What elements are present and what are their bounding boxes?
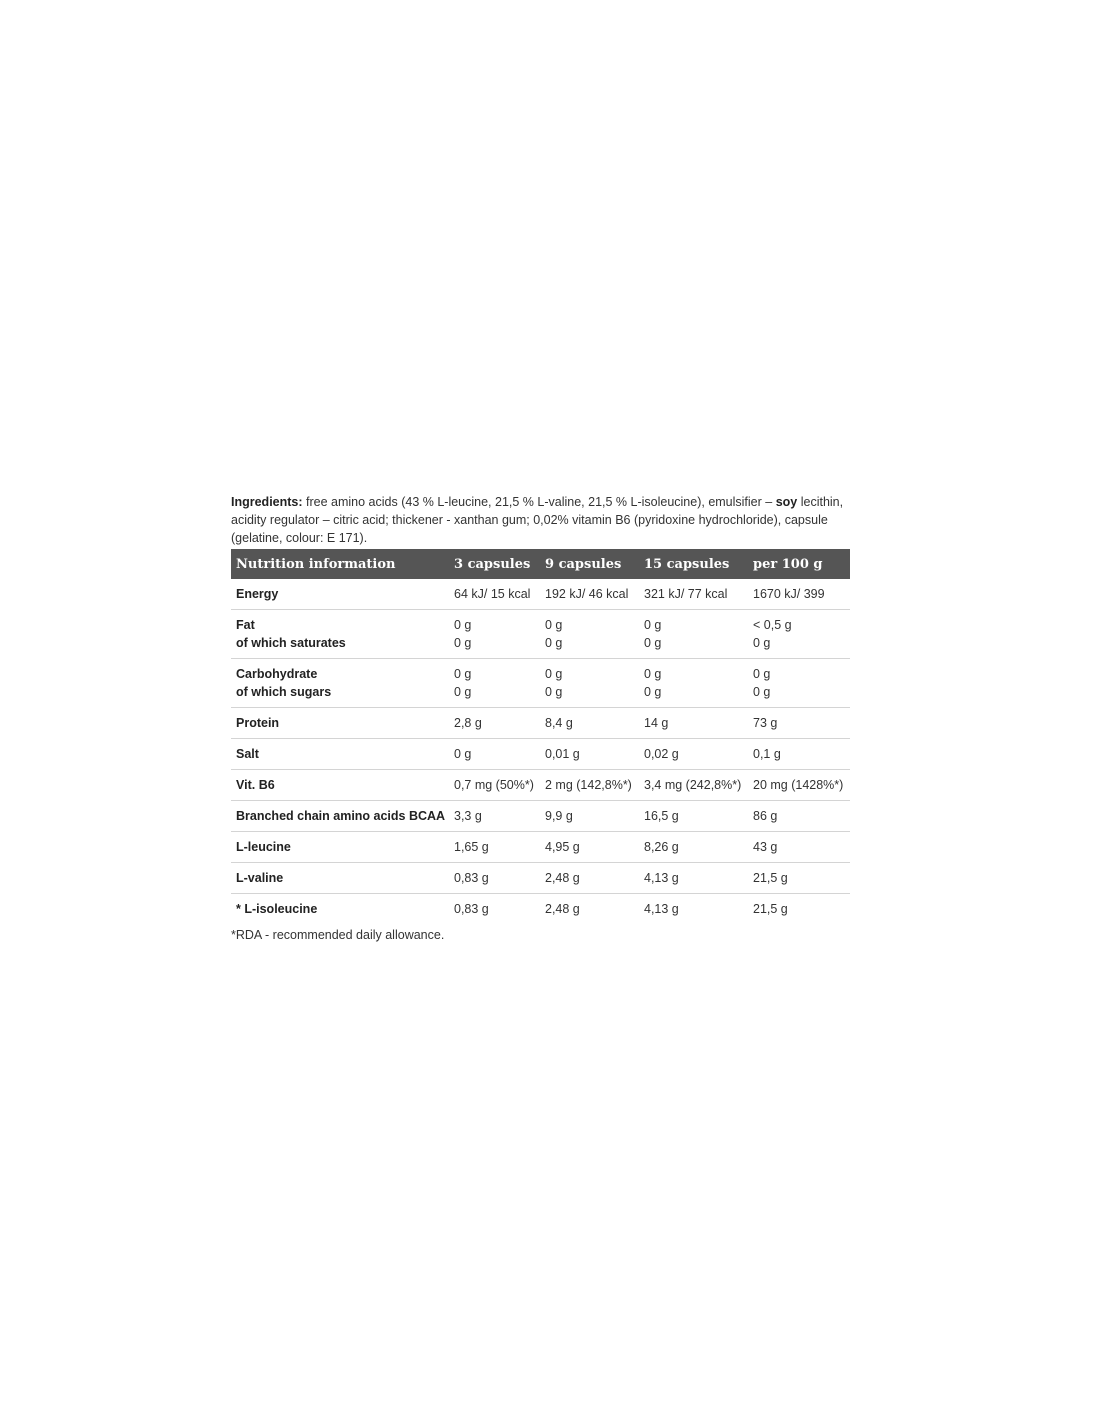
- nutrient-value: 43 g: [753, 840, 778, 854]
- nutrient-value: 8,26 g: [644, 840, 679, 854]
- value-cell: [748, 579, 850, 610]
- nutrient-name: Protein: [236, 716, 280, 730]
- nutrient-value: 2 mg (142,8%*): [545, 778, 632, 792]
- value-cell: [639, 610, 748, 659]
- value-cell: [449, 894, 540, 925]
- value-cell: [449, 610, 540, 659]
- header-9-capsules: 9 capsules: [540, 549, 639, 579]
- nutrient-name: of which sugars: [236, 685, 332, 699]
- nutrient-name: Carbohydrate: [236, 667, 318, 681]
- value-cell: [540, 832, 639, 863]
- value-cell: [449, 739, 540, 770]
- nutrient-value: 0 g: [454, 747, 472, 761]
- nutrient-value: 2,8 g: [454, 716, 482, 730]
- nutrient-value: 3,3 g: [454, 809, 482, 823]
- table-row: [231, 659, 850, 708]
- value-cell: [639, 832, 748, 863]
- value-cell: [639, 801, 748, 832]
- value-cell: [540, 801, 639, 832]
- nutrient-value: 21,5 g: [753, 871, 788, 885]
- nutrient-name-cell: [231, 894, 449, 925]
- nutrient-value: 0 g: [454, 636, 472, 650]
- nutrient-name: L-valine: [236, 871, 284, 885]
- nutrient-value: 3,4 mg (242,8%*): [644, 778, 742, 792]
- ingredients-paragraph: [231, 493, 871, 547]
- value-cell: [540, 708, 639, 739]
- nutrient-value: 0,83 g: [454, 902, 489, 916]
- table-row: [231, 739, 850, 770]
- value-cell: [540, 739, 639, 770]
- nutrient-value: 0 g: [454, 667, 472, 681]
- nutrient-value: 0 g: [644, 685, 662, 699]
- nutrient-value: 0 g: [753, 667, 771, 681]
- nutrient-name: L-leucine: [236, 840, 291, 854]
- nutrient-name: Branched chain amino acids BCAA: [236, 809, 446, 823]
- ingredients-text-2: lecithin, acidity regulator – citric acid; thickener - xanthan gum; 0,02% vitamin B6 (pyridoxine hydrochloride), capsule (gelatine, colour: E 171).: [231, 495, 844, 545]
- nutrient-value: 64 kJ/ 15 kcal: [454, 587, 531, 601]
- nutrient-name-cell: [231, 708, 449, 739]
- nutrient-value: 9,9 g: [545, 809, 573, 823]
- value-cell: [540, 610, 639, 659]
- table-row: [231, 610, 850, 659]
- nutrient-value: 0,7 mg (50%*): [454, 778, 534, 792]
- ingredients-allergen: soy: [775, 495, 798, 509]
- nutrient-name-cell: [231, 659, 449, 708]
- nutrient-value: 4,13 g: [644, 871, 679, 885]
- nutrient-value: 0 g: [545, 618, 563, 632]
- value-cell: [449, 708, 540, 739]
- nutrient-value: 14 g: [644, 716, 669, 730]
- nutrient-value: 1,65 g: [454, 840, 489, 854]
- nutrient-value: 0 g: [644, 667, 662, 681]
- nutrient-name-cell: [231, 832, 449, 863]
- value-cell: [748, 894, 850, 925]
- nutrient-value: 16,5 g: [644, 809, 679, 823]
- nutrient-name: * L-isoleucine: [236, 902, 318, 916]
- nutrient-value: 321 kJ/ 77 kcal: [644, 587, 728, 601]
- value-cell: [748, 659, 850, 708]
- table-body: [231, 579, 850, 924]
- nutrient-value: 0 g: [545, 636, 563, 650]
- nutrient-value: 0,83 g: [454, 871, 489, 885]
- value-cell: [639, 739, 748, 770]
- nutrient-name-cell: [231, 610, 449, 659]
- table-row: [231, 832, 850, 863]
- nutrient-value: 0,02 g: [644, 747, 679, 761]
- value-cell: [540, 894, 639, 925]
- nutrient-value: 20 mg (1428%*): [753, 778, 844, 792]
- value-cell: [540, 579, 639, 610]
- value-cell: [449, 770, 540, 801]
- nutrient-value: 2,48 g: [545, 902, 580, 916]
- table-row: [231, 770, 850, 801]
- nutrient-name-cell: [231, 863, 449, 894]
- nutrient-value: 0 g: [644, 618, 662, 632]
- table-row: [231, 708, 850, 739]
- nutrient-name: of which saturates: [236, 636, 346, 650]
- value-cell: [748, 708, 850, 739]
- header-nutrition-information: Nutrition information: [231, 549, 449, 579]
- header-per-100g: per 100 g: [748, 549, 850, 579]
- table-row: [231, 894, 850, 925]
- nutrient-value: 0 g: [644, 636, 662, 650]
- value-cell: [639, 579, 748, 610]
- nutrition-table: [231, 549, 850, 924]
- nutrient-value: 1670 kJ/ 399: [753, 587, 825, 601]
- value-cell: [449, 863, 540, 894]
- nutrient-value: 4,13 g: [644, 902, 679, 916]
- value-cell: [639, 894, 748, 925]
- value-cell: [748, 832, 850, 863]
- table-row: [231, 579, 850, 610]
- value-cell: [639, 770, 748, 801]
- value-cell: [449, 801, 540, 832]
- table-row: [231, 801, 850, 832]
- value-cell: [639, 659, 748, 708]
- value-cell: [540, 863, 639, 894]
- nutrient-name: Salt: [236, 747, 259, 761]
- nutrient-value: 0,1 g: [753, 747, 781, 761]
- nutrient-value: 73 g: [753, 716, 778, 730]
- value-cell: [449, 579, 540, 610]
- nutrient-name-cell: [231, 579, 449, 610]
- nutrient-value: < 0,5 g: [753, 618, 792, 632]
- nutrient-value: 0,01 g: [545, 747, 580, 761]
- product-info: [231, 493, 871, 942]
- value-cell: [639, 863, 748, 894]
- nutrient-name-cell: [231, 739, 449, 770]
- nutrient-value: 0 g: [545, 667, 563, 681]
- value-cell: [639, 708, 748, 739]
- rda-footnote: *RDA - recommended daily allowance.: [231, 928, 445, 942]
- table-row: [231, 863, 850, 894]
- ingredients-text-1: free amino acids (43 % L-leucine, 21,5 % L-valine, 21,5 % L-isoleucine), emulsifier –: [302, 495, 776, 509]
- nutrient-value: 192 kJ/ 46 kcal: [545, 587, 629, 601]
- table-header-row: [231, 549, 850, 579]
- value-cell: [748, 610, 850, 659]
- nutrient-value: 0 g: [753, 685, 771, 699]
- header-3-capsules: 3 capsules: [449, 549, 540, 579]
- value-cell: [748, 739, 850, 770]
- nutrient-value: 2,48 g: [545, 871, 580, 885]
- nutrient-value: 86 g: [753, 809, 778, 823]
- nutrient-value: 0 g: [454, 618, 472, 632]
- value-cell: [540, 770, 639, 801]
- nutrient-name-cell: [231, 801, 449, 832]
- nutrient-value: 4,95 g: [545, 840, 580, 854]
- value-cell: [748, 770, 850, 801]
- value-cell: [449, 659, 540, 708]
- nutrient-value: 0 g: [545, 685, 563, 699]
- nutrient-value: 0 g: [753, 636, 771, 650]
- nutrient-name: Energy: [236, 587, 279, 601]
- nutrient-value: 21,5 g: [753, 902, 788, 916]
- nutrient-name-cell: [231, 770, 449, 801]
- nutrient-value: 0 g: [454, 685, 472, 699]
- value-cell: [540, 659, 639, 708]
- value-cell: [748, 863, 850, 894]
- ingredients-label: Ingredients:: [231, 495, 303, 509]
- header-15-capsules: 15 capsules: [639, 549, 748, 579]
- nutrient-name: Fat: [236, 618, 255, 632]
- value-cell: [748, 801, 850, 832]
- nutrient-name: Vit. B6: [236, 778, 275, 792]
- value-cell: [449, 832, 540, 863]
- nutrient-value: 8,4 g: [545, 716, 573, 730]
